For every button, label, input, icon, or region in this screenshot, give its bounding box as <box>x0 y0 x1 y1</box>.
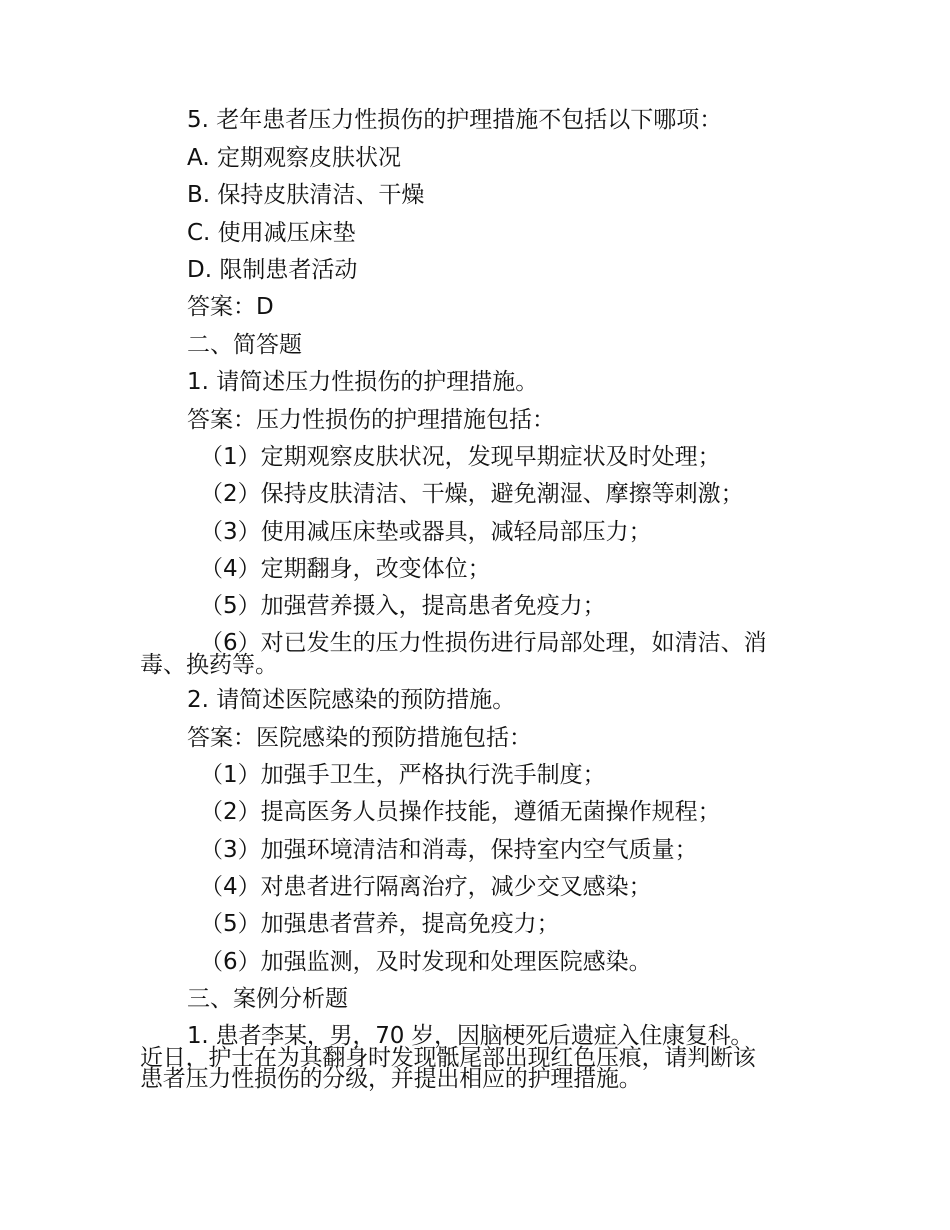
short-answer-2-item: （1）加强手卫生，严格执行洗手制度； <box>200 762 606 788</box>
case-text-line: 1. 患者李某，男，70 岁，因脑梗死后遗症入住康复科。 <box>187 1023 754 1049</box>
option-b: B. 保持皮肤清洁、干燥 <box>187 182 425 208</box>
short-answer-1-item: （3）使用减压床垫或器具，减轻局部压力； <box>200 519 652 545</box>
option-c: C. 使用减压床垫 <box>187 220 356 246</box>
short-answer-1-stem: 1. 请简述压力性损伤的护理措施。 <box>187 369 539 395</box>
short-answer-2-stem: 2. 请简述医院感染的预防措施。 <box>187 687 516 713</box>
short-answer-1-item: （5）加强营养摄入，提高患者免疫力； <box>200 593 606 619</box>
short-answer-2-item: （6）加强监测，及时发现和处理医院感染。 <box>200 949 652 975</box>
short-answer-1-item-continued: 毒、换药等。 <box>140 652 278 678</box>
short-answer-1-item: （6）对已发生的压力性损伤进行局部处理，如清洁、消 <box>200 630 767 656</box>
short-answer-1-item: （2）保持皮肤清洁、干燥，避免潮湿、摩擦等刺激； <box>200 481 744 507</box>
case-text-line: 近日，护士在为其翻身时发现骶尾部出现红色压痕，请判断该 <box>140 1045 756 1071</box>
short-answer-2-item: （5）加强患者营养，提高免疫力； <box>200 911 560 937</box>
short-answer-2-item: （4）对患者进行隔离治疗，减少交叉感染； <box>200 874 652 900</box>
case-text-line: 患者压力性损伤的分级，并提出相应的护理措施。 <box>140 1066 642 1092</box>
section-heading-case-analysis: 三、案例分析题 <box>187 986 348 1012</box>
short-answer-1-item: （1）定期观察皮肤状况，发现早期症状及时处理； <box>200 444 721 470</box>
question-5-stem: 5. 老年患者压力性损伤的护理措施不包括以下哪项： <box>187 107 723 133</box>
short-answer-2-item: （3）加强环境清洁和消毒，保持室内空气质量； <box>200 837 698 863</box>
question-5-answer: 答案：D <box>187 294 274 320</box>
short-answer-2-intro: 答案：医院感染的预防措施包括： <box>187 725 532 751</box>
short-answer-2-item: （2）提高医务人员操作技能，遵循无菌操作规程； <box>200 799 721 825</box>
option-d: D. 限制患者活动 <box>187 257 358 283</box>
short-answer-1-item: （4）定期翻身，改变体位； <box>200 556 491 582</box>
section-heading-short-answer: 二、简答题 <box>187 332 302 358</box>
option-a: A. 定期观察皮肤状况 <box>187 145 401 171</box>
short-answer-1-intro: 答案：压力性损伤的护理措施包括： <box>187 407 555 433</box>
